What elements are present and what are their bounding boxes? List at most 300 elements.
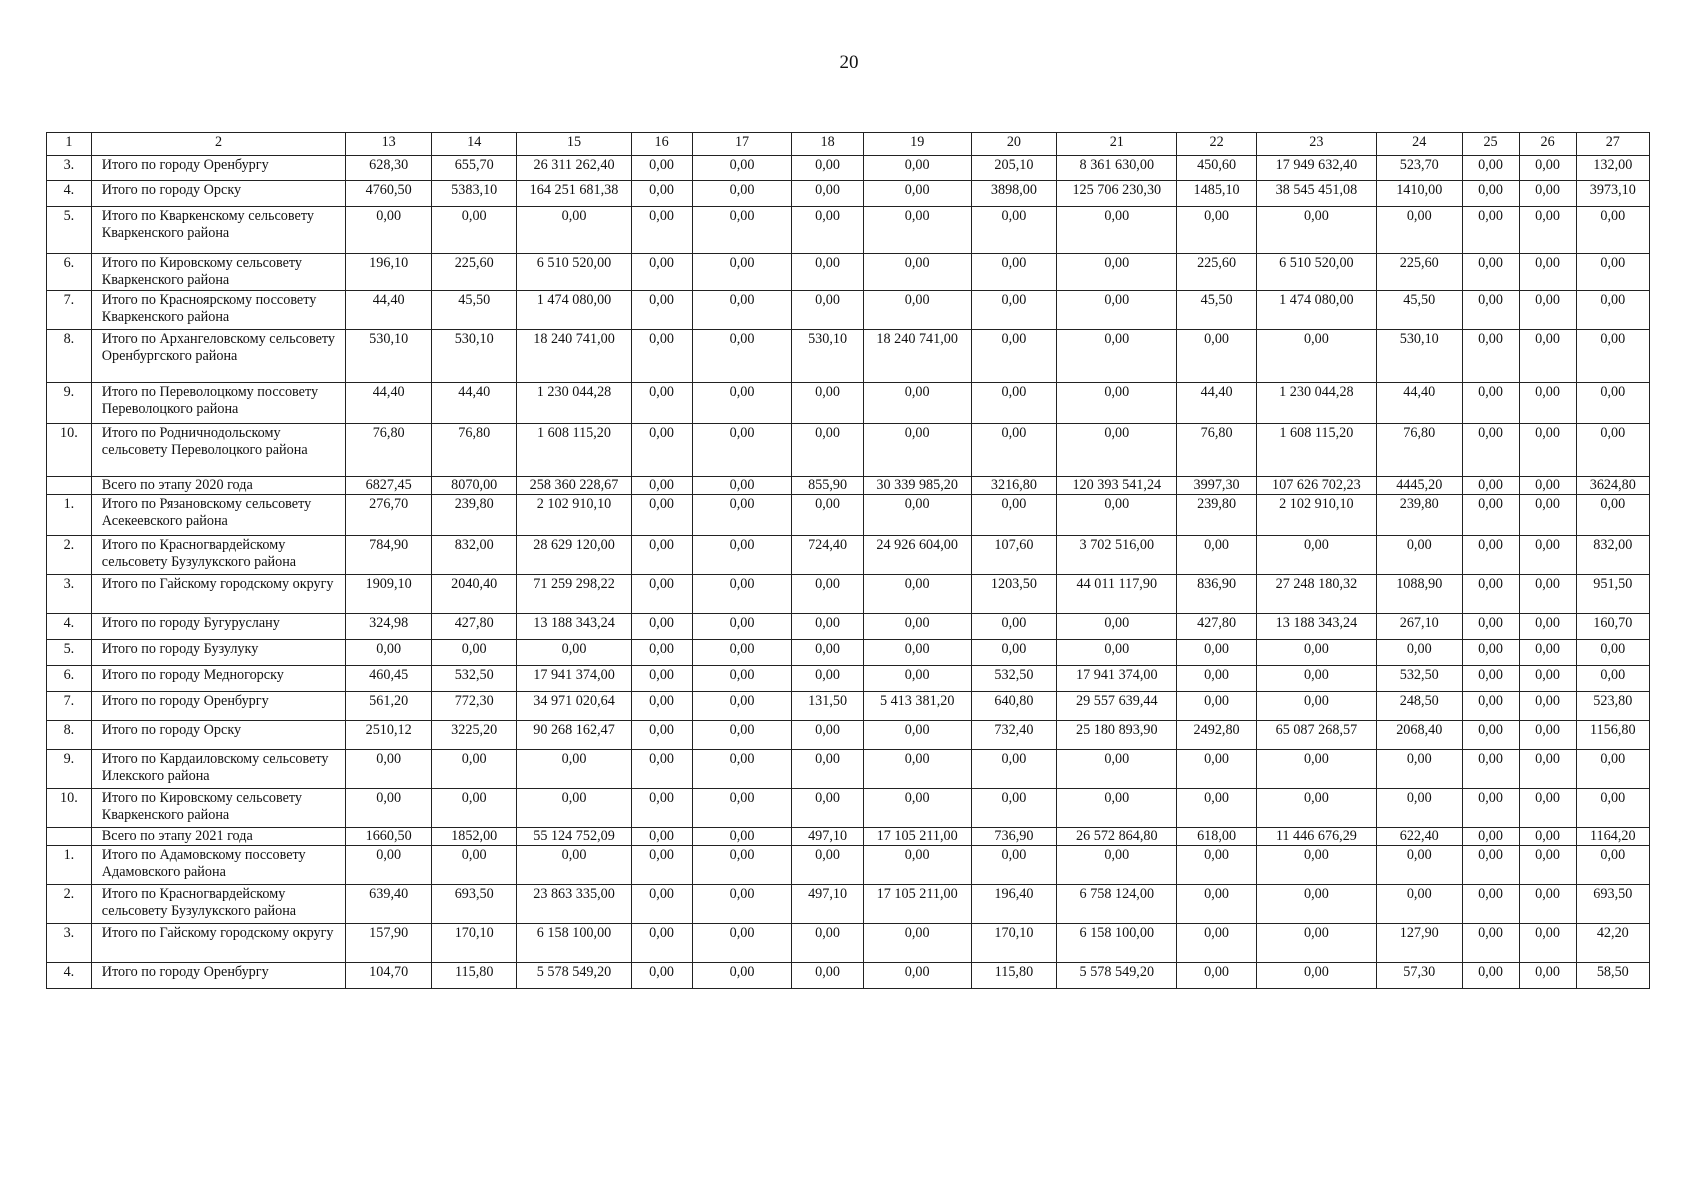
- value-cell: 5 578 549,20: [1057, 963, 1177, 989]
- table-row: [47, 383, 1650, 424]
- value-cell: 1 474 080,00: [1256, 291, 1376, 330]
- value-cell: 44,40: [346, 383, 432, 424]
- value-cell: 0,00: [1177, 640, 1256, 666]
- value-cell: 0,00: [1462, 207, 1519, 254]
- column-header: 1: [47, 133, 92, 156]
- value-cell: 0,00: [863, 789, 971, 828]
- value-cell: 628,30: [346, 156, 432, 181]
- value-cell: 1852,00: [431, 828, 517, 846]
- value-cell: 0,00: [863, 291, 971, 330]
- table-row: [47, 207, 1650, 254]
- value-cell: 0,00: [1376, 789, 1462, 828]
- value-cell: 0,00: [431, 750, 517, 789]
- value-cell: 0,00: [863, 156, 971, 181]
- column-header: 13: [346, 133, 432, 156]
- table-row: [47, 750, 1650, 789]
- value-cell: 0,00: [1519, 254, 1576, 291]
- value-cell: 0,00: [971, 846, 1057, 885]
- value-cell: 0,00: [1256, 963, 1376, 989]
- column-header: 19: [863, 133, 971, 156]
- value-cell: 0,00: [1256, 640, 1376, 666]
- value-cell: 0,00: [1256, 536, 1376, 575]
- value-cell: 0,00: [631, 383, 692, 424]
- value-cell: 0,00: [1057, 640, 1177, 666]
- table-row: [47, 885, 1650, 924]
- value-cell: 724,40: [792, 536, 863, 575]
- value-cell: 0,00: [692, 721, 792, 750]
- value-cell: 0,00: [1462, 692, 1519, 721]
- value-cell: 276,70: [346, 495, 432, 536]
- value-cell: 0,00: [346, 640, 432, 666]
- row-number: 2.: [47, 536, 92, 575]
- value-cell: 0,00: [1177, 536, 1256, 575]
- value-cell: 523,80: [1576, 692, 1649, 721]
- value-cell: 0,00: [631, 963, 692, 989]
- row-label: Итого по Кировскому сельсовету Кваркенского района: [91, 789, 346, 828]
- value-cell: 530,10: [792, 330, 863, 383]
- value-cell: 0,00: [692, 666, 792, 692]
- value-cell: 0,00: [1177, 924, 1256, 963]
- value-cell: 0,00: [863, 575, 971, 614]
- value-cell: 0,00: [1519, 536, 1576, 575]
- value-cell: 0,00: [1177, 885, 1256, 924]
- row-label: Итого по Переволоцкому поссовету Переволоцкого района: [91, 383, 346, 424]
- value-cell: 0,00: [431, 846, 517, 885]
- value-cell: 0,00: [863, 254, 971, 291]
- value-cell: 24 926 604,00: [863, 536, 971, 575]
- row-number: 6.: [47, 666, 92, 692]
- value-cell: 639,40: [346, 885, 432, 924]
- row-label: Итого по городу Орску: [91, 181, 346, 207]
- value-cell: 0,00: [792, 924, 863, 963]
- value-cell: 324,98: [346, 614, 432, 640]
- row-label: Итого по городу Медногорску: [91, 666, 346, 692]
- table-row: [47, 291, 1650, 330]
- value-cell: 0,00: [1177, 789, 1256, 828]
- value-cell: 0,00: [1576, 789, 1649, 828]
- value-cell: 0,00: [1519, 330, 1576, 383]
- value-cell: 0,00: [631, 750, 692, 789]
- value-cell: 0,00: [863, 614, 971, 640]
- value-cell: 0,00: [1376, 207, 1462, 254]
- value-cell: 0,00: [1519, 846, 1576, 885]
- column-header: 17: [692, 133, 792, 156]
- value-cell: 0,00: [1576, 291, 1649, 330]
- value-cell: 0,00: [1519, 156, 1576, 181]
- value-cell: 0,00: [631, 721, 692, 750]
- row-number: 4.: [47, 181, 92, 207]
- value-cell: 18 240 741,00: [863, 330, 971, 383]
- value-cell: 2 102 910,10: [517, 495, 631, 536]
- column-header: 15: [517, 133, 631, 156]
- value-cell: 225,60: [1376, 254, 1462, 291]
- value-cell: 0,00: [1519, 885, 1576, 924]
- value-cell: 0,00: [1519, 383, 1576, 424]
- value-cell: 0,00: [692, 885, 792, 924]
- value-cell: 0,00: [517, 750, 631, 789]
- value-cell: 44,40: [431, 383, 517, 424]
- value-cell: 170,10: [431, 924, 517, 963]
- value-cell: 23 863 335,00: [517, 885, 631, 924]
- value-cell: 0,00: [1462, 291, 1519, 330]
- value-cell: 0,00: [863, 963, 971, 989]
- value-cell: 17 949 632,40: [1256, 156, 1376, 181]
- value-cell: 0,00: [792, 666, 863, 692]
- value-cell: 0,00: [1576, 254, 1649, 291]
- value-cell: 0,00: [1576, 495, 1649, 536]
- value-cell: 1088,90: [1376, 575, 1462, 614]
- row-number: 3.: [47, 924, 92, 963]
- value-cell: 0,00: [971, 614, 1057, 640]
- row-number: 10.: [47, 789, 92, 828]
- value-cell: 0,00: [631, 181, 692, 207]
- value-cell: 17 105 211,00: [863, 828, 971, 846]
- value-cell: 25 180 893,90: [1057, 721, 1177, 750]
- value-cell: 6 510 520,00: [517, 254, 631, 291]
- value-cell: 0,00: [1462, 156, 1519, 181]
- value-cell: 26 311 262,40: [517, 156, 631, 181]
- value-cell: 258 360 228,67: [517, 477, 631, 495]
- row-number: 2.: [47, 885, 92, 924]
- row-label: Итого по Кваркенскому сельсовету Кваркенского района: [91, 207, 346, 254]
- value-cell: 18 240 741,00: [517, 330, 631, 383]
- value-cell: 0,00: [1462, 536, 1519, 575]
- value-cell: 0,00: [1519, 207, 1576, 254]
- value-cell: 26 572 864,80: [1057, 828, 1177, 846]
- value-cell: 0,00: [1057, 383, 1177, 424]
- value-cell: 248,50: [1376, 692, 1462, 721]
- value-cell: 0,00: [1462, 789, 1519, 828]
- value-cell: 0,00: [1519, 963, 1576, 989]
- value-cell: 0,00: [1057, 614, 1177, 640]
- row-number: 5.: [47, 640, 92, 666]
- value-cell: 0,00: [517, 846, 631, 885]
- value-cell: 45,50: [1376, 291, 1462, 330]
- column-header: 27: [1576, 133, 1649, 156]
- value-cell: 6 158 100,00: [517, 924, 631, 963]
- value-cell: 0,00: [631, 885, 692, 924]
- value-cell: 1909,10: [346, 575, 432, 614]
- value-cell: 44,40: [1376, 383, 1462, 424]
- value-cell: 0,00: [1519, 477, 1576, 495]
- row-label: Всего по этапу 2020 года: [91, 477, 346, 495]
- value-cell: 0,00: [631, 536, 692, 575]
- value-cell: 0,00: [1057, 291, 1177, 330]
- value-cell: 0,00: [692, 692, 792, 721]
- value-cell: 0,00: [631, 846, 692, 885]
- value-cell: 655,70: [431, 156, 517, 181]
- value-cell: 1 474 080,00: [517, 291, 631, 330]
- value-cell: 0,00: [1376, 536, 1462, 575]
- value-cell: 0,00: [1256, 207, 1376, 254]
- value-cell: 0,00: [692, 828, 792, 846]
- value-cell: 0,00: [631, 424, 692, 477]
- value-cell: 0,00: [1576, 666, 1649, 692]
- value-cell: 618,00: [1177, 828, 1256, 846]
- value-cell: 0,00: [1519, 575, 1576, 614]
- value-cell: 1 608 115,20: [1256, 424, 1376, 477]
- value-cell: 239,80: [1177, 495, 1256, 536]
- value-cell: 42,20: [1576, 924, 1649, 963]
- value-cell: 0,00: [863, 666, 971, 692]
- value-cell: 107,60: [971, 536, 1057, 575]
- value-cell: 3 702 516,00: [1057, 536, 1177, 575]
- value-cell: 2 102 910,10: [1256, 495, 1376, 536]
- value-cell: 532,50: [431, 666, 517, 692]
- value-cell: 0,00: [792, 789, 863, 828]
- value-cell: 0,00: [1519, 291, 1576, 330]
- value-cell: 0,00: [792, 495, 863, 536]
- value-cell: 0,00: [1462, 495, 1519, 536]
- value-cell: 17 941 374,00: [1057, 666, 1177, 692]
- table-row: [47, 495, 1650, 536]
- page-number: 20: [839, 52, 859, 73]
- value-cell: 0,00: [1519, 424, 1576, 477]
- value-cell: 0,00: [1519, 181, 1576, 207]
- table-row: [47, 692, 1650, 721]
- value-cell: 0,00: [863, 721, 971, 750]
- value-cell: 0,00: [1177, 330, 1256, 383]
- value-cell: 11 446 676,29: [1256, 828, 1376, 846]
- value-cell: 76,80: [1376, 424, 1462, 477]
- stage-total-row: [47, 828, 1650, 846]
- value-cell: 0,00: [1519, 640, 1576, 666]
- value-cell: 170,10: [971, 924, 1057, 963]
- value-cell: 0,00: [792, 614, 863, 640]
- value-cell: 2068,40: [1376, 721, 1462, 750]
- value-cell: 132,00: [1576, 156, 1649, 181]
- value-cell: 0,00: [692, 156, 792, 181]
- value-cell: 0,00: [1376, 750, 1462, 789]
- value-cell: 0,00: [792, 575, 863, 614]
- value-cell: 90 268 162,47: [517, 721, 631, 750]
- column-header: 22: [1177, 133, 1256, 156]
- value-cell: 0,00: [1376, 885, 1462, 924]
- table-row: [47, 789, 1650, 828]
- value-cell: 0,00: [1576, 750, 1649, 789]
- value-cell: 0,00: [1462, 828, 1519, 846]
- value-cell: 0,00: [1576, 640, 1649, 666]
- value-cell: 120 393 541,24: [1057, 477, 1177, 495]
- value-cell: 0,00: [692, 575, 792, 614]
- value-cell: 0,00: [1256, 692, 1376, 721]
- value-cell: 0,00: [1256, 924, 1376, 963]
- value-cell: 0,00: [1576, 383, 1649, 424]
- value-cell: 0,00: [1519, 828, 1576, 846]
- value-cell: 267,10: [1376, 614, 1462, 640]
- value-cell: 8070,00: [431, 477, 517, 495]
- value-cell: 532,50: [1376, 666, 1462, 692]
- row-label: Итого по городу Оренбургу: [91, 692, 346, 721]
- row-label: Итого по Кардаиловскому сельсовету Илекского района: [91, 750, 346, 789]
- value-cell: 239,80: [1376, 495, 1462, 536]
- row-label: Итого по Гайскому городскому округу: [91, 575, 346, 614]
- value-cell: 0,00: [1376, 640, 1462, 666]
- value-cell: 1 608 115,20: [517, 424, 631, 477]
- table-row: [47, 254, 1650, 291]
- value-cell: 0,00: [863, 383, 971, 424]
- value-cell: 0,00: [1462, 181, 1519, 207]
- value-cell: 0,00: [1256, 885, 1376, 924]
- row-label: Итого по Архангеловскому сельсовету Оренбургского района: [91, 330, 346, 383]
- value-cell: 3624,80: [1576, 477, 1649, 495]
- value-cell: 4445,20: [1376, 477, 1462, 495]
- value-cell: 0,00: [1519, 495, 1576, 536]
- value-cell: 127,90: [1376, 924, 1462, 963]
- column-header: 16: [631, 133, 692, 156]
- value-cell: 0,00: [631, 291, 692, 330]
- value-cell: 1410,00: [1376, 181, 1462, 207]
- value-cell: 115,80: [431, 963, 517, 989]
- value-cell: 0,00: [971, 330, 1057, 383]
- row-label: Итого по Гайскому городскому округу: [91, 924, 346, 963]
- value-cell: 239,80: [431, 495, 517, 536]
- header-row: [47, 133, 1650, 156]
- data-table: [46, 132, 1650, 989]
- value-cell: 30 339 985,20: [863, 477, 971, 495]
- value-cell: 0,00: [971, 254, 1057, 291]
- value-cell: 0,00: [971, 291, 1057, 330]
- value-cell: 38 545 451,08: [1256, 181, 1376, 207]
- value-cell: 0,00: [792, 846, 863, 885]
- value-cell: 44,40: [346, 291, 432, 330]
- value-cell: 0,00: [792, 424, 863, 477]
- column-header: 25: [1462, 133, 1519, 156]
- value-cell: 450,60: [1177, 156, 1256, 181]
- value-cell: 0,00: [1177, 750, 1256, 789]
- value-cell: 0,00: [1462, 254, 1519, 291]
- table-row: [47, 846, 1650, 885]
- value-cell: 0,00: [692, 924, 792, 963]
- value-cell: 104,70: [346, 963, 432, 989]
- value-cell: 0,00: [1462, 477, 1519, 495]
- row-number: 7.: [47, 291, 92, 330]
- value-cell: 0,00: [346, 789, 432, 828]
- column-header: 20: [971, 133, 1057, 156]
- value-cell: 115,80: [971, 963, 1057, 989]
- value-cell: 640,80: [971, 692, 1057, 721]
- value-cell: 0,00: [1057, 424, 1177, 477]
- value-cell: 460,45: [346, 666, 432, 692]
- value-cell: 0,00: [1519, 614, 1576, 640]
- value-cell: 0,00: [1462, 750, 1519, 789]
- value-cell: 0,00: [1177, 692, 1256, 721]
- value-cell: 784,90: [346, 536, 432, 575]
- value-cell: 0,00: [1462, 640, 1519, 666]
- value-cell: 0,00: [346, 207, 432, 254]
- value-cell: 131,50: [792, 692, 863, 721]
- table-row: [47, 536, 1650, 575]
- row-label: Итого по городу Оренбургу: [91, 963, 346, 989]
- value-cell: 0,00: [692, 614, 792, 640]
- value-cell: 0,00: [631, 789, 692, 828]
- value-cell: 0,00: [1177, 207, 1256, 254]
- table-row: [47, 575, 1650, 614]
- value-cell: 17 941 374,00: [517, 666, 631, 692]
- value-cell: 0,00: [631, 666, 692, 692]
- value-cell: 427,80: [1177, 614, 1256, 640]
- row-label: Итого по городу Бузулуку: [91, 640, 346, 666]
- value-cell: 0,00: [692, 207, 792, 254]
- value-cell: 0,00: [631, 254, 692, 291]
- value-cell: 76,80: [1177, 424, 1256, 477]
- value-cell: 125 706 230,30: [1057, 181, 1177, 207]
- value-cell: 0,00: [792, 640, 863, 666]
- value-cell: 0,00: [346, 750, 432, 789]
- value-cell: 0,00: [1576, 207, 1649, 254]
- value-cell: 0,00: [692, 963, 792, 989]
- value-cell: 0,00: [1057, 254, 1177, 291]
- value-cell: 0,00: [792, 383, 863, 424]
- value-cell: 0,00: [1519, 924, 1576, 963]
- value-cell: 693,50: [1576, 885, 1649, 924]
- value-cell: 6 158 100,00: [1057, 924, 1177, 963]
- value-cell: 0,00: [631, 614, 692, 640]
- table-row: [47, 614, 1650, 640]
- value-cell: 0,00: [1462, 614, 1519, 640]
- value-cell: 0,00: [1462, 721, 1519, 750]
- value-cell: 0,00: [1462, 885, 1519, 924]
- row-number: 3.: [47, 575, 92, 614]
- value-cell: 832,00: [1576, 536, 1649, 575]
- row-number: 4.: [47, 614, 92, 640]
- value-cell: 0,00: [1256, 666, 1376, 692]
- value-cell: 0,00: [863, 640, 971, 666]
- value-cell: 1660,50: [346, 828, 432, 846]
- value-cell: 0,00: [863, 924, 971, 963]
- value-cell: 0,00: [631, 575, 692, 614]
- value-cell: 0,00: [1519, 789, 1576, 828]
- value-cell: 3973,10: [1576, 181, 1649, 207]
- value-cell: 561,20: [346, 692, 432, 721]
- value-cell: 3898,00: [971, 181, 1057, 207]
- value-cell: 0,00: [1256, 846, 1376, 885]
- table-row: [47, 924, 1650, 963]
- value-cell: 0,00: [631, 207, 692, 254]
- value-cell: 0,00: [1462, 330, 1519, 383]
- column-header: 23: [1256, 133, 1376, 156]
- value-cell: 58,50: [1576, 963, 1649, 989]
- value-cell: 0,00: [792, 750, 863, 789]
- value-cell: 497,10: [792, 828, 863, 846]
- value-cell: 0,00: [692, 330, 792, 383]
- column-header: 18: [792, 133, 863, 156]
- value-cell: 0,00: [1256, 789, 1376, 828]
- value-cell: 1 230 044,28: [1256, 383, 1376, 424]
- value-cell: 5 578 549,20: [517, 963, 631, 989]
- value-cell: 3216,80: [971, 477, 1057, 495]
- value-cell: 0,00: [1576, 330, 1649, 383]
- value-cell: 13 188 343,24: [517, 614, 631, 640]
- value-cell: 0,00: [1462, 924, 1519, 963]
- value-cell: 0,00: [1519, 666, 1576, 692]
- value-cell: 0,00: [1057, 495, 1177, 536]
- row-number: 10.: [47, 424, 92, 477]
- value-cell: 65 087 268,57: [1256, 721, 1376, 750]
- row-number: 9.: [47, 383, 92, 424]
- column-header: 21: [1057, 133, 1177, 156]
- value-cell: 0,00: [792, 181, 863, 207]
- value-cell: 28 629 120,00: [517, 536, 631, 575]
- value-cell: 0,00: [692, 536, 792, 575]
- value-cell: 1203,50: [971, 575, 1057, 614]
- row-number: 8.: [47, 330, 92, 383]
- value-cell: 832,00: [431, 536, 517, 575]
- value-cell: 1 230 044,28: [517, 383, 631, 424]
- value-cell: 0,00: [792, 963, 863, 989]
- row-label: Итого по Рязановскому сельсовету Асекеевского района: [91, 495, 346, 536]
- value-cell: 0,00: [863, 207, 971, 254]
